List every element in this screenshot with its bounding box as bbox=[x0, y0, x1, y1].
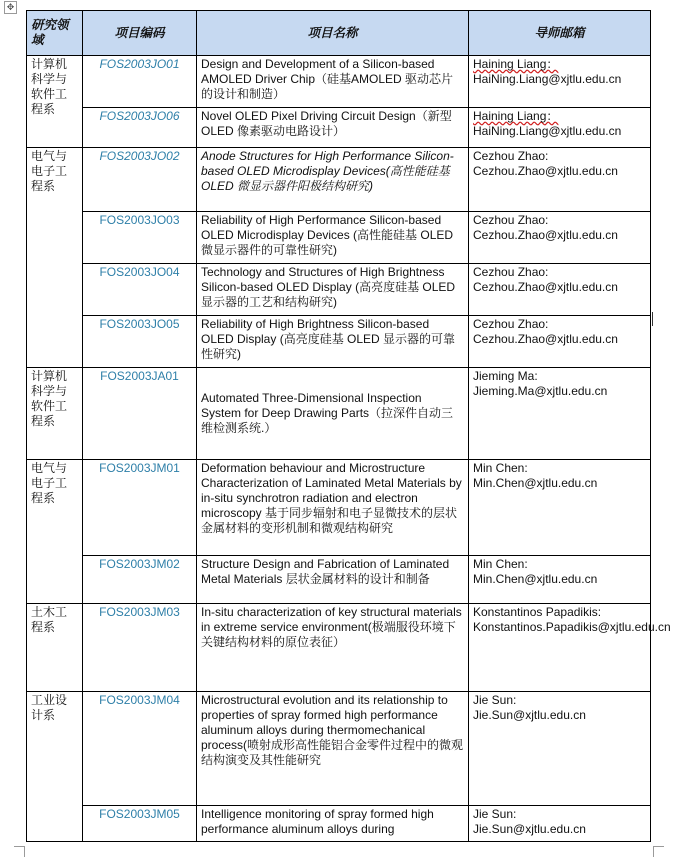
table-row bbox=[27, 148, 651, 212]
advisor-email-cell bbox=[469, 56, 651, 108]
project-title: Reliability of High Brightness Silicon-based OLED Display (高亮度硅基 OLED 显示器的可靠性研究) bbox=[197, 316, 469, 368]
table-row bbox=[27, 556, 651, 604]
project-title: Intelligence monitoring of spray formed high performance aluminum alloys during bbox=[197, 806, 469, 842]
advisor-email[interactable]: Cezhou.Zhao@xjtlu.edu.cn bbox=[473, 332, 618, 346]
advisor-email[interactable]: Konstantinos.Papadikis@xjtlu.edu.cn bbox=[473, 620, 671, 634]
header-area: 研究领域 bbox=[27, 11, 83, 56]
advisor-email-cell bbox=[469, 692, 651, 806]
page-corner-mark-left bbox=[14, 846, 25, 857]
advisor-name: Cezhou Zhao: bbox=[473, 213, 549, 227]
table-row bbox=[27, 368, 651, 460]
advisor-name: Min Chen: bbox=[473, 461, 528, 475]
table-row bbox=[27, 56, 651, 108]
header-code: 项目编码 bbox=[83, 11, 197, 56]
project-code: FOS2003JO06 bbox=[83, 108, 197, 148]
advisor-email[interactable]: HaiNing.Liang@xjtlu.edu.cn bbox=[473, 124, 622, 138]
project-code: FOS2003JA01 bbox=[83, 368, 197, 460]
advisor-email[interactable]: Cezhou.Zhao@xjtlu.edu.cn bbox=[473, 280, 618, 294]
project-title: Microstructural evolution and its relationship to properties of spray formed high performance aluminum alloys during thermomechanical process(喷射成形高性能铝合金零件过程中的微观结构演变及其性能研究 bbox=[197, 692, 469, 806]
header-title: 项目名称 bbox=[197, 11, 469, 56]
text-cursor bbox=[652, 312, 653, 326]
research-area-cell: 土木工程系 bbox=[27, 604, 83, 692]
advisor-email-cell bbox=[469, 264, 651, 316]
advisor-name: Jie Sun: bbox=[473, 807, 517, 821]
advisor-email-cell bbox=[469, 316, 651, 368]
project-title: Design and Development of a Silicon-based AMOLED Driver Chip（硅基AMOLED 驱动芯片的设计和制造） bbox=[197, 56, 469, 108]
table-row bbox=[27, 692, 651, 806]
advisor-email[interactable]: Jieming.Ma@xjtlu.edu.cn bbox=[473, 384, 608, 398]
advisor-name: Konstantinos Papadikis: bbox=[473, 605, 602, 619]
research-area-cell: 电气与电子工程系 bbox=[27, 148, 83, 368]
research-area-cell: 计算机科学与软件工程系 bbox=[27, 368, 83, 460]
advisor-name: Cezhou Zhao: bbox=[473, 149, 549, 163]
advisor-name: Haining Liang： bbox=[473, 109, 559, 123]
advisor-email-cell bbox=[469, 604, 671, 692]
project-code: FOS2003JO03 bbox=[83, 212, 197, 264]
header-row bbox=[27, 11, 651, 56]
table-row bbox=[27, 264, 651, 316]
project-title: In-situ characterization of key structural materials in extreme service environment(极端服役环境下关键结构材料的原位表征） bbox=[197, 604, 469, 692]
research-area-cell: 电气与电子工程系 bbox=[27, 460, 83, 604]
page-corner-mark-right bbox=[653, 846, 664, 857]
project-code: FOS2003JO04 bbox=[83, 264, 197, 316]
advisor-name: Cezhou Zhao: bbox=[473, 265, 549, 279]
project-title: Technology and Structures of High Brightness Silicon-based OLED Display (高亮度硅基 OLED 显示器的工艺和结构研究) bbox=[197, 264, 469, 316]
project-table bbox=[26, 10, 671, 842]
advisor-name: Cezhou Zhao: bbox=[473, 317, 549, 331]
advisor-email[interactable]: Cezhou.Zhao@xjtlu.edu.cn bbox=[473, 228, 618, 242]
project-code: FOS2003JM05 bbox=[83, 806, 197, 842]
advisor-email[interactable]: Jie.Sun@xjtlu.edu.cn bbox=[473, 822, 586, 836]
research-area-cell: 计算机科学与软件工程系 bbox=[27, 56, 83, 148]
project-code: FOS2003JM02 bbox=[83, 556, 197, 604]
project-title: Deformation behaviour and Microstructure Characterization of Laminated Metal Materials by in-situ synchrotron radiation and electron microscopy 基于同步辐射和电子显微技术的层状金属材料的变形机制和微观结构研究 bbox=[197, 460, 469, 556]
advisor-name: Jie Sun: bbox=[473, 693, 517, 707]
table-row bbox=[27, 806, 651, 842]
project-code: FOS2003JM04 bbox=[83, 692, 197, 806]
advisor-email[interactable]: Cezhou.Zhao@xjtlu.edu.cn bbox=[473, 164, 618, 178]
project-title: Anode Structures for High Performance Silicon-based OLED Microdisplay Devices(高性能硅基 OLED 微显示器件阳极结构研究) bbox=[197, 148, 469, 212]
table-row bbox=[27, 460, 651, 556]
project-code: FOS2003JM03 bbox=[83, 604, 197, 692]
advisor-email-cell bbox=[469, 368, 651, 460]
table-move-handle[interactable]: ✥ bbox=[4, 1, 17, 14]
advisor-name: Haining Liang： bbox=[473, 57, 559, 71]
advisor-email[interactable]: Jie.Sun@xjtlu.edu.cn bbox=[473, 708, 586, 722]
advisor-email-cell bbox=[469, 212, 651, 264]
advisor-name: Jieming Ma: bbox=[473, 369, 538, 383]
project-title: Reliability of High Performance Silicon-based OLED Microdisplay Devices (高性能硅基 OLED 微显示器件的可靠性研究) bbox=[197, 212, 469, 264]
table-row bbox=[27, 604, 651, 692]
advisor-email[interactable]: HaiNing.Liang@xjtlu.edu.cn bbox=[473, 72, 622, 86]
project-title: Novel OLED Pixel Driving Circuit Design（新型 OLED 像素驱动电路设计） bbox=[197, 108, 469, 148]
project-title: Structure Design and Fabrication of Laminated Metal Materials 层状金属材料的设计和制备 bbox=[197, 556, 469, 604]
table-row bbox=[27, 212, 651, 264]
project-code: FOS2003JO01 bbox=[83, 56, 197, 108]
header-email: 导师邮箱 bbox=[469, 11, 651, 56]
advisor-email-cell bbox=[469, 108, 651, 148]
table-row bbox=[27, 108, 651, 148]
advisor-email-cell bbox=[469, 556, 651, 604]
advisor-email[interactable]: Min.Chen@xjtlu.edu.cn bbox=[473, 572, 598, 586]
project-code: FOS2003JM01 bbox=[83, 460, 197, 556]
advisor-name: Min Chen: bbox=[473, 557, 528, 571]
advisor-email-cell bbox=[469, 148, 651, 212]
advisor-email-cell bbox=[469, 806, 651, 842]
project-code: FOS2003JO02 bbox=[83, 148, 197, 212]
project-title: Automated Three-Dimensional Inspection System for Deep Drawing Parts（拉深件自动三维检测系统.） bbox=[197, 368, 469, 460]
advisor-email-cell bbox=[469, 460, 651, 556]
advisor-email[interactable]: Min.Chen@xjtlu.edu.cn bbox=[473, 476, 598, 490]
project-code: FOS2003JO05 bbox=[83, 316, 197, 368]
research-area-cell: 工业设计系 bbox=[27, 692, 83, 842]
table-row bbox=[27, 316, 651, 368]
